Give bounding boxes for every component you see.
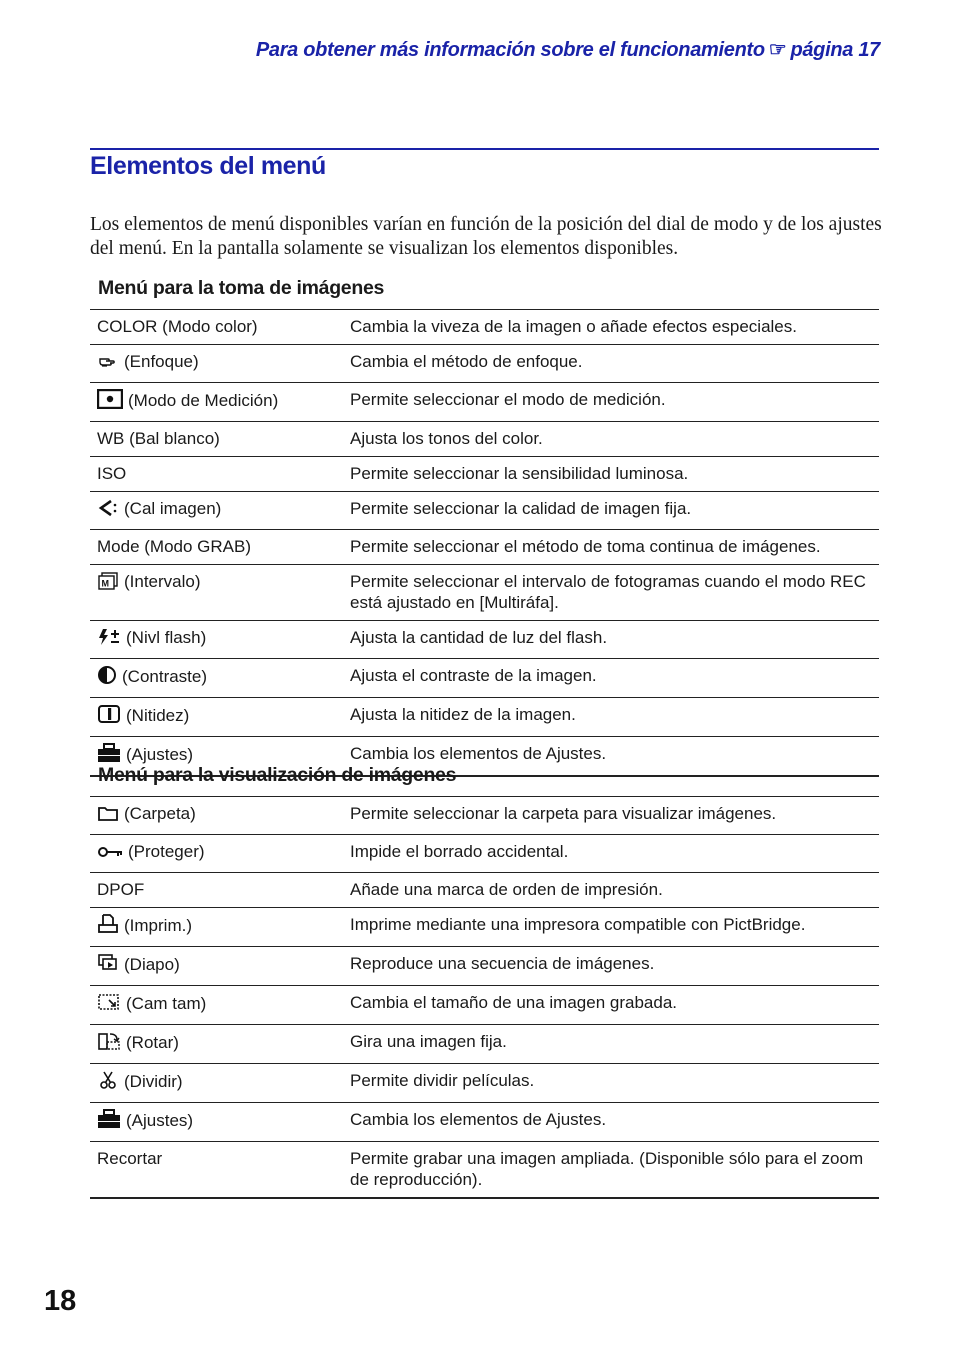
menu-item-description: Permite seleccionar el intervalo de fotogramas cuando el modo REC está ajustado en [Multiráfa].: [350, 572, 866, 612]
intro-paragraph: Los elementos de menú disponibles varían en función de la posición del dial de modo y de los ajustes del menú. En la pantalla solamente se visualizan los elementos disponibles.: [90, 214, 882, 259]
slideshow-icon: [97, 953, 119, 978]
menu-item-description: Permite seleccionar la carpeta para visualizar imágenes.: [350, 804, 777, 823]
section-divider: [90, 148, 879, 150]
table-row: [90, 986, 879, 1025]
menu-item-enfoque: (Enfoque): [124, 352, 199, 371]
pointing-hand-icon: ☞: [768, 39, 787, 61]
table-row: [90, 530, 879, 565]
menu-item-description: Permite seleccionar la calidad de imagen fija.: [350, 499, 692, 518]
menu-item-cell: [90, 422, 343, 457]
menu-item-cell: [90, 530, 343, 565]
cross-reference-text: Para obtener más información sobre el funcionamiento: [255, 39, 765, 61]
menu-item-cell: [90, 908, 343, 947]
menu-item-description: Cambia los elementos de Ajustes.: [350, 744, 607, 763]
table-row: [90, 1025, 879, 1064]
table-row: [90, 835, 879, 873]
table-row: [90, 1142, 879, 1199]
table-row: [90, 457, 879, 492]
table-row: [90, 492, 879, 530]
table-row: [90, 947, 879, 986]
menu-item-description: Ajusta la nitidez de la imagen.: [350, 705, 576, 724]
menu-item-description: Ajusta la cantidad de luz del flash.: [350, 628, 608, 647]
image-quality-icon: [97, 499, 119, 522]
protect-key-icon: [97, 844, 123, 865]
menu-item-ajustes: (Ajustes): [126, 1111, 194, 1130]
menu-item-cal-imagen: (Cal imagen): [124, 499, 222, 518]
menu-item-dividir: (Dividir): [124, 1072, 183, 1091]
menu-item-imprim: (Imprim.): [124, 916, 192, 935]
menu-item-color-modo-color: COLOR (Modo color): [97, 317, 258, 336]
table-row: [90, 1103, 879, 1142]
menu-item-cell: [90, 659, 343, 698]
table-row: [90, 698, 879, 737]
table-row: [90, 659, 879, 698]
menu-item-cell: [90, 621, 343, 659]
menu-item-nitidez: (Nitidez): [126, 706, 190, 725]
menu-item-cell: [90, 492, 343, 530]
menu-item-description: Cambia el método de enfoque.: [350, 352, 583, 371]
menu-item-cell: [90, 986, 343, 1025]
menu-item-description: Impide el borrado accidental.: [350, 842, 569, 861]
table-row: [90, 310, 879, 345]
menu-item-description: Permite dividir películas.: [350, 1071, 535, 1090]
metering-mode-icon: [97, 389, 123, 414]
menu-item-description: Permite seleccionar el método de toma continua de imágenes.: [350, 537, 821, 556]
viewing-menu-title: Menú para la visualización de imágenes: [98, 764, 457, 786]
menu-item-cell: [90, 565, 343, 621]
contrast-icon: [97, 665, 117, 690]
sharpness-icon: [97, 704, 121, 729]
menu-item-description: Permite grabar una imagen ampliada. (Disponible sólo para el zoom de reproducción).: [350, 1149, 864, 1189]
table-row: [90, 1064, 879, 1103]
svg-text:M: M: [101, 578, 109, 589]
menu-item-intervalo: (Intervalo): [124, 572, 201, 591]
table-row: [90, 565, 879, 621]
menu-item-cell: [90, 345, 343, 383]
interval-icon: [97, 572, 119, 595]
menu-item-nivl-flash: (Nivl flash): [126, 628, 207, 647]
table-row: [90, 621, 879, 659]
viewing-menu-table: [90, 796, 879, 1199]
focus-icon: [97, 354, 119, 375]
menu-item-cell: [90, 457, 343, 492]
menu-item-cell: [90, 383, 343, 422]
menu-item-rotar: (Rotar): [126, 1033, 179, 1052]
menu-item-iso: ISO: [97, 464, 127, 483]
menu-item-cell: [90, 1142, 343, 1199]
folder-icon: [97, 804, 119, 827]
rotate-icon: [97, 1031, 121, 1056]
shooting-menu-title: Menú para la toma de imágenes: [98, 277, 385, 299]
table-row: [90, 873, 879, 908]
menu-item-description: Permite seleccionar el modo de medición.: [350, 390, 666, 409]
section-title: Elementos del menú: [90, 152, 326, 180]
menu-item-cell: [90, 947, 343, 986]
menu-item-cell: [90, 698, 343, 737]
menu-item-wb-bal-blanco: WB (Bal blanco): [97, 429, 220, 448]
menu-item-carpeta: (Carpeta): [124, 804, 196, 823]
setup-toolbox-icon: [97, 1109, 121, 1134]
shooting-menu-table: [90, 309, 879, 777]
table-row: [90, 422, 879, 457]
menu-item-dpof: DPOF: [97, 880, 145, 899]
menu-item-cell: [90, 1025, 343, 1064]
menu-item-diapo: (Diapo): [124, 955, 180, 974]
table-row: [90, 345, 879, 383]
menu-item-cell: [90, 1103, 343, 1142]
menu-item-cell: [90, 1064, 343, 1103]
table-row: [90, 797, 879, 835]
menu-item-proteger: (Proteger): [128, 842, 205, 861]
menu-item-description: Ajusta los tonos del color.: [350, 429, 543, 448]
menu-item-cell: [90, 310, 343, 345]
menu-item-cell: [90, 873, 343, 908]
menu-item-cam-tam: (Cam tam): [126, 994, 207, 1013]
menu-item-description: Permite seleccionar la sensibilidad luminosa.: [350, 464, 689, 483]
menu-item-contraste: (Contraste): [122, 667, 208, 686]
menu-item-recortar: Recortar: [97, 1149, 163, 1168]
menu-item-mode-modo-grab: Mode (Modo GRAB): [97, 537, 251, 556]
menu-item-description: Añade una marca de orden de impresión.: [350, 880, 663, 899]
cross-reference-page: página 17: [790, 39, 880, 61]
table-row: [90, 383, 879, 422]
table-row: [90, 908, 879, 947]
menu-item-description: Gira una imagen fija.: [350, 1032, 507, 1051]
menu-item-cell: [90, 797, 343, 835]
menu-item-description: Cambia el tamaño de una imagen grabada.: [350, 993, 677, 1012]
menu-item-description: Reproduce una secuencia de imágenes.: [350, 954, 655, 973]
menu-item-description: Cambia la viveza de la imagen o añade efectos especiales.: [350, 317, 797, 336]
menu-item-cell: [90, 835, 343, 873]
print-icon: [97, 914, 119, 939]
resize-icon: [97, 992, 121, 1017]
menu-item-ajustes: (Ajustes): [126, 745, 194, 764]
menu-item-description: Ajusta el contraste de la imagen.: [350, 666, 597, 685]
flash-level-icon: [97, 628, 121, 651]
menu-item-description: Imprime mediante una impresora compatible con PictBridge.: [350, 915, 806, 934]
menu-item-modo-de-medicion: (Modo de Medición): [128, 391, 279, 410]
menu-item-description: Cambia los elementos de Ajustes.: [350, 1110, 607, 1129]
page-number: 18: [44, 1285, 77, 1317]
divide-scissors-icon: [97, 1070, 119, 1095]
cross-reference: [256, 37, 880, 62]
